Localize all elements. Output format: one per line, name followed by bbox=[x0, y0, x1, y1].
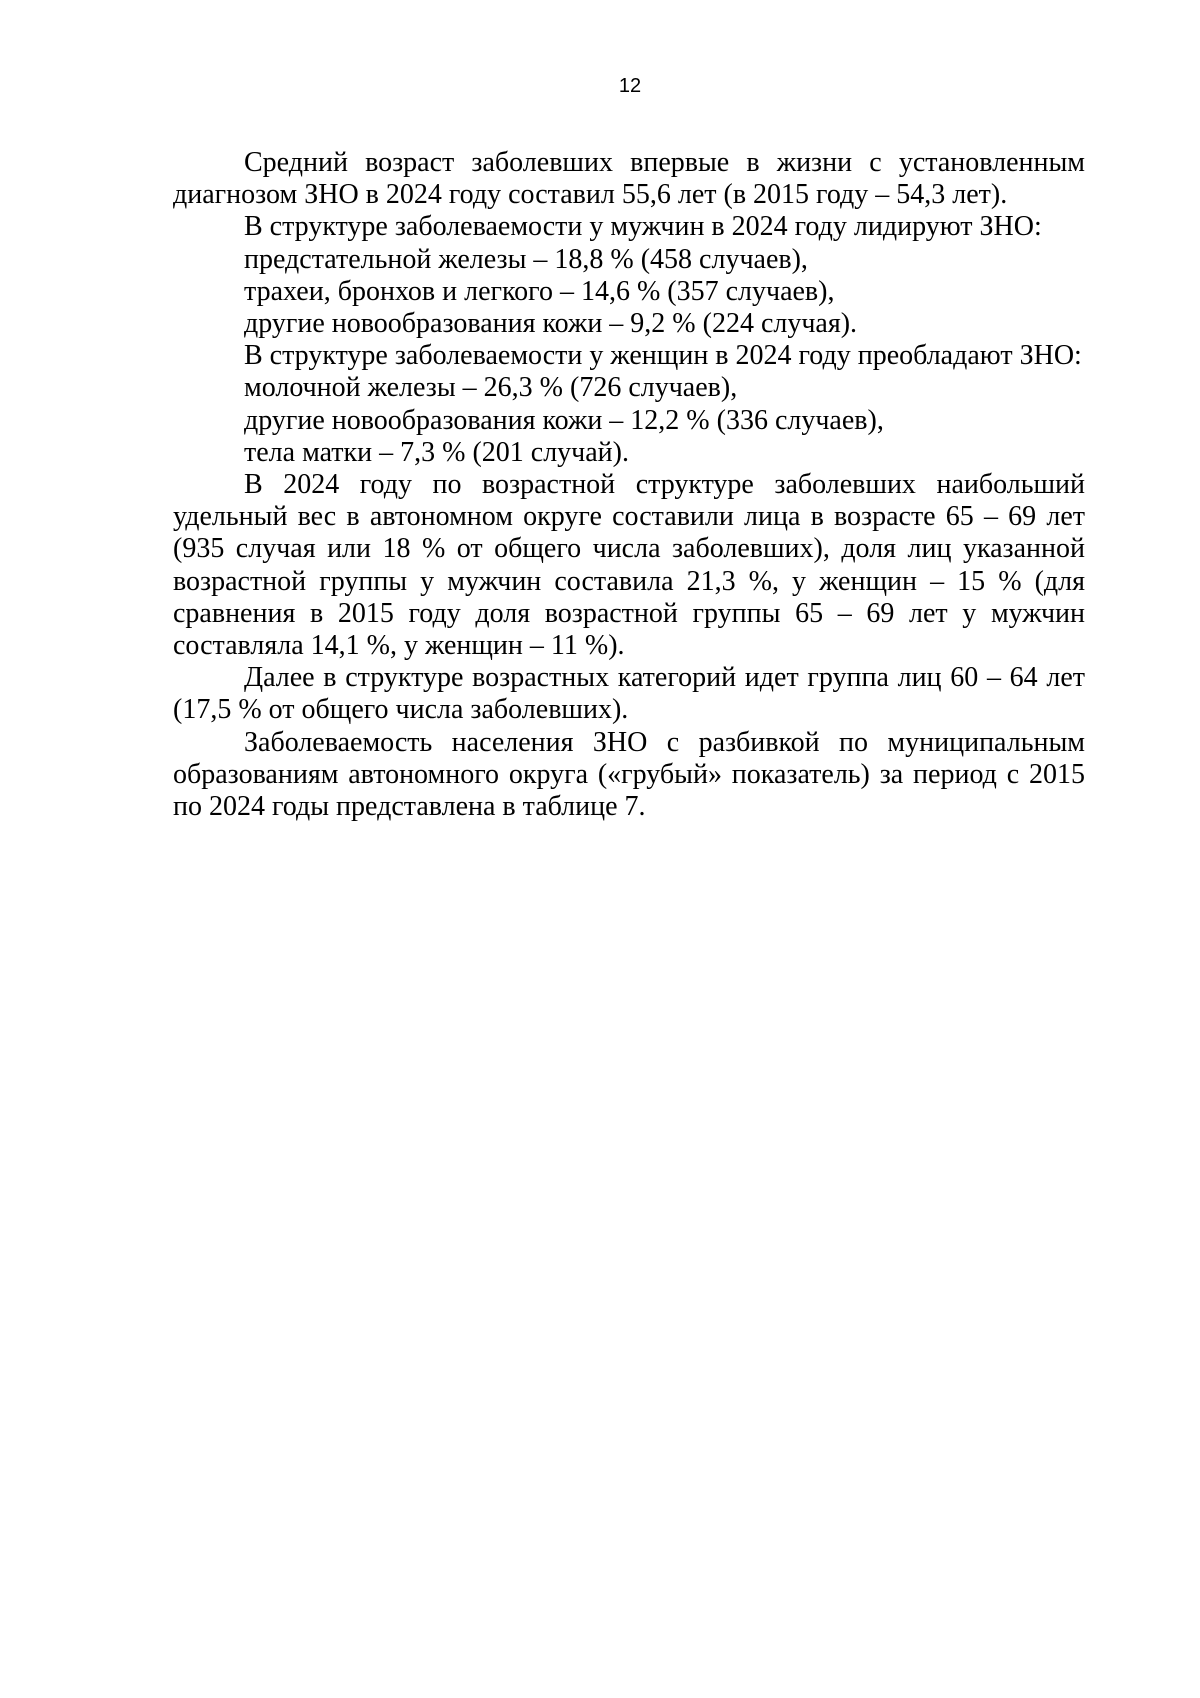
list-item-men-skin: другие новообразования кожи – 9,2 % (224 случая). bbox=[244, 308, 858, 340]
paragraph-next-age-group: Далее в структуре возрастных категорий идет группа лиц 60 – 64 лет (17,5 % от общего числа заболевших). bbox=[173, 662, 1085, 726]
list-item-women-breast: молочной железы – 26,3 % (726 случаев), bbox=[244, 372, 738, 404]
paragraph-men-structure-intro: В структуре заболеваемости у мужчин в 2024 году лидируют ЗНО: bbox=[244, 211, 1042, 243]
paragraph-table-reference: Заболеваемость населения ЗНО с разбивкой по муниципальным образованиям автономного округа («грубый» показатель) за период с 2015 по 2024 годы представлена в таблице 7. bbox=[173, 726, 1085, 823]
paragraph-mean-age: Средний возраст заболевших впервые в жизни с установленным диагнозом ЗНО в 2024 году составил 55,6 лет (в 2015 году – 54,3 лет). bbox=[173, 147, 1085, 211]
list-item-men-lung: трахеи, бронхов и легкого – 14,6 % (357 случаев), bbox=[244, 275, 835, 307]
list-item-men-prostate: предстательной железы – 18,8 % (458 случаев), bbox=[244, 243, 808, 275]
paragraph-age-structure: В 2024 году по возрастной структуре заболевших наибольший удельный вес в автономном округе составили лица в возрасте 65 – 69 лет (935 случая или 18 % от общего числа заболевших), доля лиц указанной возрастной группы у мужчин составила 21,3 %, у женщин – 15 % (для сравнения в 2015 году доля возрастной группы 65 – 69 лет у мужчин составляла 14,1 %, у женщин – 11 %). bbox=[173, 469, 1085, 662]
document-body bbox=[173, 147, 1085, 823]
list-item-women-uterus: тела матки – 7,3 % (201 случай). bbox=[244, 436, 629, 468]
page-number: 12 bbox=[618, 75, 642, 97]
list-item-women-skin: другие новообразования кожи – 12,2 % (336 случаев), bbox=[244, 404, 884, 436]
paragraph-women-structure-intro: В структуре заболеваемости у женщин в 2024 году преобладают ЗНО: bbox=[244, 340, 1082, 372]
